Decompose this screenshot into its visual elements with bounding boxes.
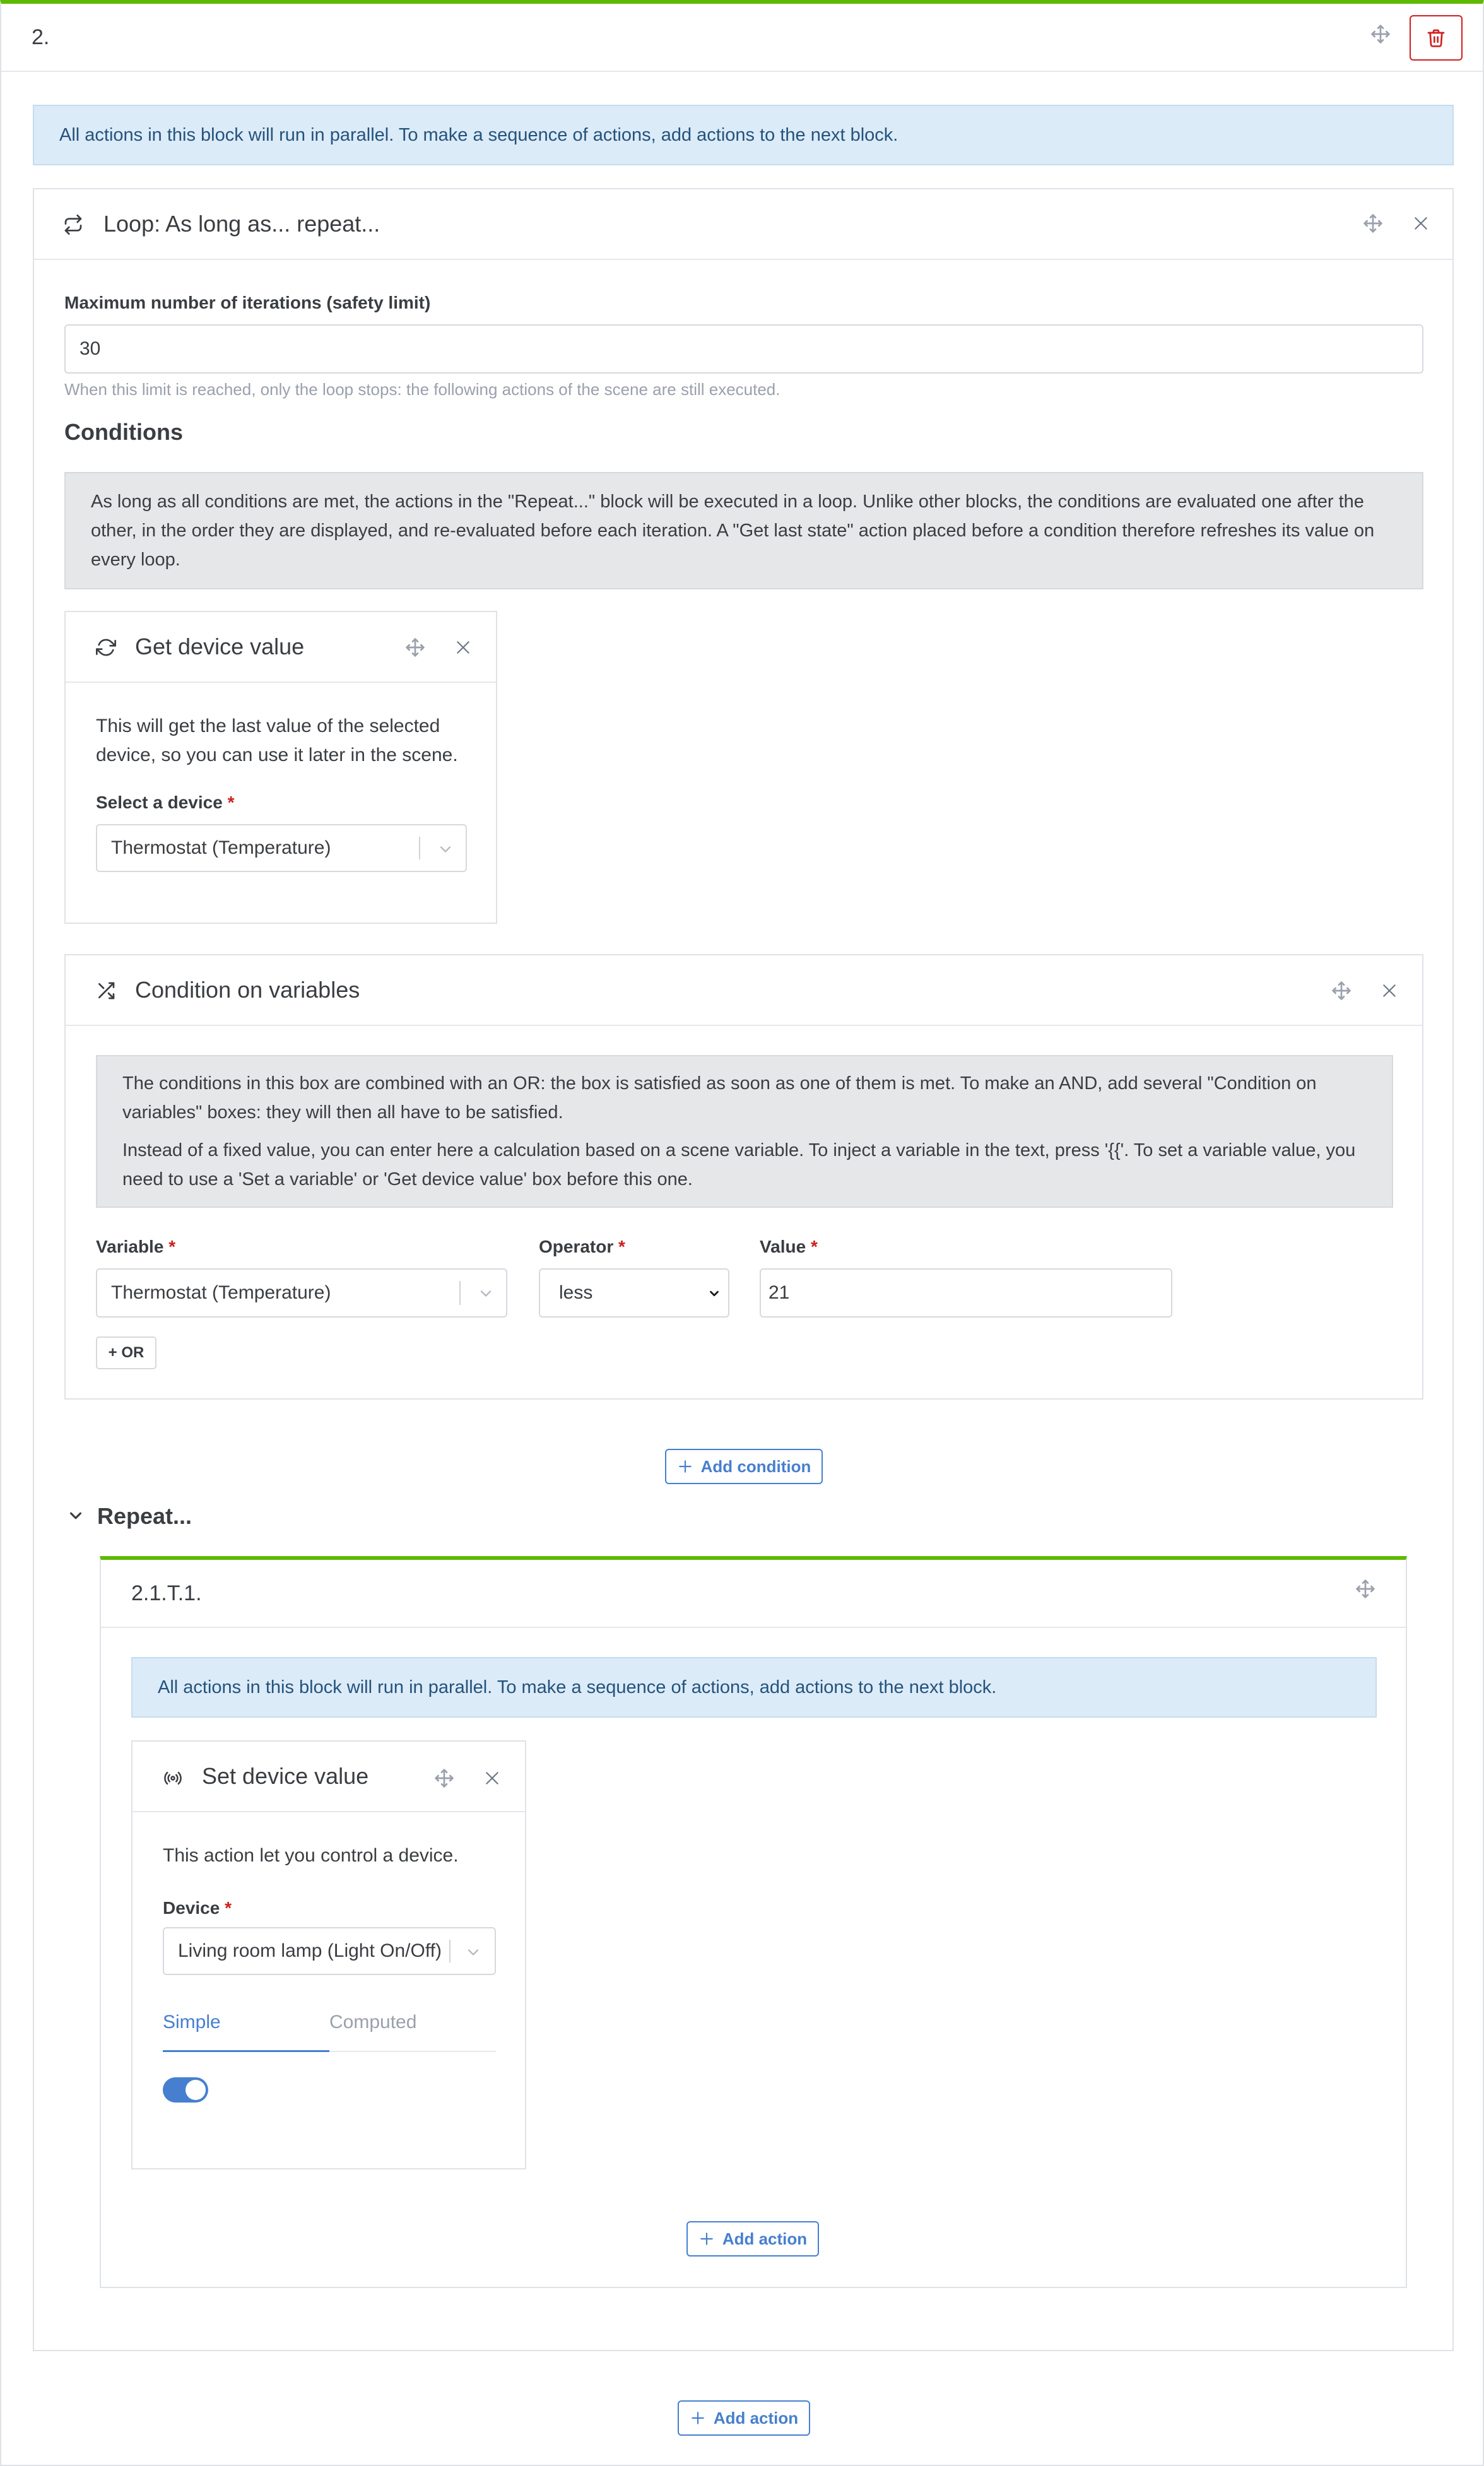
chevron-down-icon <box>434 838 457 861</box>
inner-block-number: 2.1.T.1. <box>131 1581 202 1605</box>
variable-value: Thermostat (Temperature) <box>111 1282 331 1303</box>
loop-card-header <box>34 189 1452 260</box>
toggle-knob <box>186 2080 206 2100</box>
required-mark: * <box>225 1898 232 1918</box>
operator-value: less <box>559 1282 593 1303</box>
plus-icon <box>690 2410 706 2426</box>
close-icon[interactable] <box>481 1767 504 1790</box>
select-separator <box>449 1940 450 1962</box>
operator-label-text: Operator <box>539 1237 614 1256</box>
tab-simple[interactable] <box>163 2000 329 2052</box>
variable-label-text: Variable <box>96 1237 164 1256</box>
variable-label <box>96 1237 175 1257</box>
set-device-value-card <box>131 1740 526 2169</box>
set-device-value-description: This action let you control a device. <box>163 1845 459 1866</box>
add-or-button[interactable]: + OR <box>96 1336 156 1369</box>
add-action-button[interactable] <box>678 2400 810 2436</box>
max-iterations-help: When this limit is reached, only the loop stops: the following actions of the scene are still executed. <box>64 380 780 399</box>
get-device-value-header <box>66 612 496 683</box>
required-mark: * <box>618 1237 625 1256</box>
plus-icon <box>677 1458 693 1475</box>
select-separator <box>459 1281 461 1305</box>
value-input-text: 21 <box>768 1282 790 1303</box>
action-block-2-1-t-1 <box>100 1556 1407 2288</box>
condition-info-text-1: The conditions in this box are combined with an OR: the box is satisfied as soon as one of them is met. To make an AND, add several "Condition on variables" boxes: they will then all have to be satisfied. <box>122 1073 1317 1123</box>
condition-info-text-2: Instead of a fixed value, you can enter here a calculation based on a scene variable. To inject a variable in the text, press '{{'. To set a variable value, you need to use a 'Set a variable' or 'Get device value' box before this one. <box>122 1140 1356 1189</box>
add-action-label: Add action <box>713 2408 799 2428</box>
condition-on-variables-card <box>64 954 1423 1400</box>
shuffle-icon <box>93 978 119 1003</box>
select-device-value: Thermostat (Temperature) <box>111 837 331 858</box>
inner-block-header <box>101 1560 1406 1628</box>
move-handle-icon[interactable] <box>403 635 428 660</box>
value-input[interactable] <box>760 1268 1172 1318</box>
device-label <box>163 1898 232 1918</box>
trash-icon <box>1426 28 1446 48</box>
device-label-text: Device <box>163 1898 220 1918</box>
operator-select[interactable] <box>539 1268 729 1318</box>
broadcast-icon <box>160 1766 186 1791</box>
set-device-value-title: Set device value <box>202 1763 369 1789</box>
max-iterations-input[interactable] <box>64 324 1423 374</box>
required-mark: * <box>168 1237 176 1256</box>
condition-info-alert <box>96 1055 1393 1208</box>
parallel-info-text: All actions in this block will run in parallel. To make a sequence of actions, add actions to the next block. <box>59 124 898 145</box>
select-device-label-text: Select a device <box>96 793 223 812</box>
parallel-info-alert <box>33 105 1454 165</box>
select-device-label <box>96 793 235 813</box>
loop-title: Loop: As long as... repeat... <box>103 211 380 237</box>
chevron-down-icon[interactable] <box>63 1503 88 1528</box>
value-label-text: Value <box>760 1237 806 1256</box>
get-device-value-description: This will get the last value of the selected device, so you can use it later in the scene. <box>96 716 458 765</box>
refresh-icon <box>93 635 119 660</box>
conditions-info-text: As long as all conditions are met, the actions in the "Repeat..." block will be executed in a loop. Unlike other blocks, the conditions are evaluated one after the other, in the order they are displayed, and re-evaluated before each iteration. A "Get last state" action placed before a condition therefore refreshes its value on every loop. <box>91 492 1375 570</box>
repeat-icon <box>61 212 86 237</box>
close-icon[interactable] <box>452 636 474 659</box>
close-icon[interactable] <box>1378 979 1401 1002</box>
close-icon[interactable] <box>1410 212 1432 235</box>
inner-parallel-info-alert <box>131 1657 1377 1718</box>
set-device-value-header <box>132 1742 525 1812</box>
move-handle-icon[interactable] <box>1329 978 1354 1003</box>
move-handle-icon[interactable] <box>1360 211 1386 236</box>
device-dropdown[interactable] <box>163 1927 496 1975</box>
tab-computed[interactable] <box>329 2000 496 2052</box>
chevron-down-icon <box>705 1285 723 1302</box>
conditions-title: Conditions <box>64 419 183 445</box>
device-value: Living room lamp (Light On/Off) <box>178 1940 442 1961</box>
max-iterations-label: Maximum number of iterations (safety limit) <box>64 293 431 312</box>
max-iterations-value: 30 <box>80 338 101 359</box>
plus-icon <box>698 2231 715 2247</box>
condition-title: Condition on variables <box>135 977 360 1003</box>
add-condition-label: Add condition <box>700 1456 811 1476</box>
required-mark: * <box>227 793 235 812</box>
move-handle-icon[interactable] <box>432 1766 457 1791</box>
get-device-value-card <box>64 611 497 924</box>
chevron-down-icon <box>462 1941 485 1964</box>
condition-header <box>66 955 1422 1026</box>
tab-simple-label: Simple <box>163 2012 221 2032</box>
inner-add-action-button[interactable] <box>686 2221 819 2257</box>
select-separator <box>419 837 420 859</box>
variable-dropdown[interactable] <box>96 1268 507 1318</box>
tab-computed-label: Computed <box>329 2012 417 2032</box>
repeat-title[interactable]: Repeat... <box>97 1503 192 1529</box>
device-toggle[interactable] <box>163 2077 208 2103</box>
block-number: 2. <box>32 25 50 49</box>
value-tabs <box>163 2000 496 2052</box>
move-handle-icon[interactable] <box>1368 21 1393 47</box>
conditions-info-alert <box>64 472 1423 589</box>
required-mark: * <box>810 1237 818 1256</box>
inner-add-action-label: Add action <box>722 2229 808 2248</box>
select-device-dropdown[interactable] <box>96 824 467 872</box>
block-header <box>1 4 1483 72</box>
chevron-down-icon <box>474 1282 497 1305</box>
move-handle-icon[interactable] <box>1353 1576 1378 1602</box>
get-device-value-title: Get device value <box>135 634 305 659</box>
inner-parallel-info-text: All actions in this block will run in parallel. To make a sequence of actions, add actions to the next block. <box>158 1677 997 1697</box>
operator-label <box>539 1237 625 1257</box>
value-label <box>760 1237 818 1257</box>
add-condition-button[interactable] <box>665 1449 823 1484</box>
loop-card <box>33 188 1454 2351</box>
delete-block-button[interactable] <box>1410 15 1463 61</box>
